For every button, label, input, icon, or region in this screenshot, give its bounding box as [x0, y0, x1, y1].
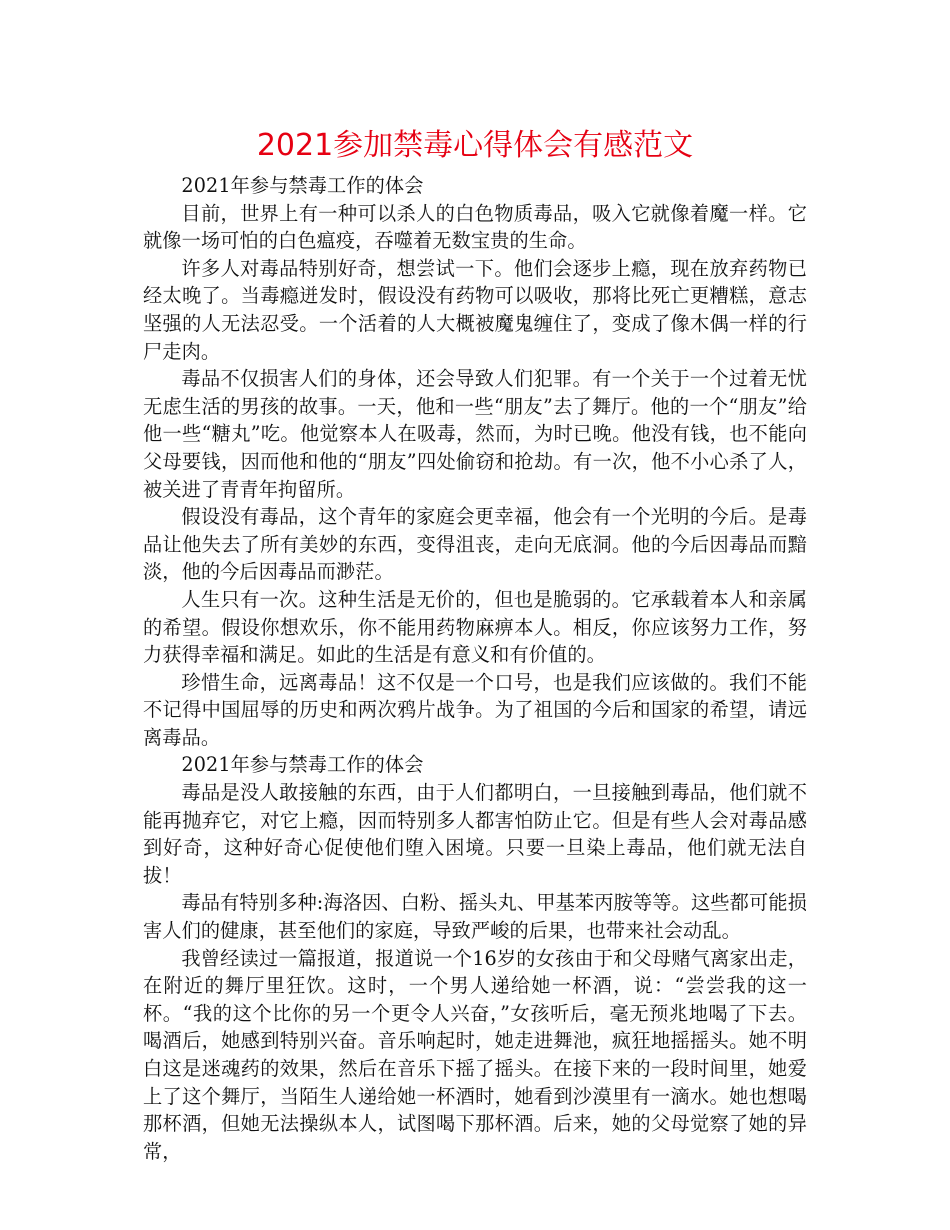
paragraph: 目前，世界上有一种可以杀人的白色物质毒品，吸入它就像着魔一样。它就像一场可怕的白色瘟疫，吞噬着无数宝贵的生命。: [143, 201, 807, 253]
paragraph: 我曾经读过一篇报道，报道说一个16岁的女孩由于和父母赌气离家出走，在附近的舞厅里狂饮。这时，一个男人递给她一杯酒，说：“尝尝我的这一杯。“我的这个比你的另一个更令人兴奋，”女孩听后，毫无预兆地喝了下去。喝酒后，她感到特别兴奋。音乐响起时，她走进舞池，疯狂地摇摇头。她不明白这是迷魂药的效果，然后在音乐下摇了摇头。在接下来的一段时间里，她爱上了这个舞厅，当陌生人递给她一杯酒时，她看到沙漠里有一滴水。她也想喝那杯酒，但她无法操纵本人，试图喝下那杯酒。后来，她的父母觉察了她的异常，: [143, 946, 807, 1163]
paragraph: 人生只有一次。这种生活是无价的，但也是脆弱的。它承载着本人和亲属的希望。假设你想欢乐，你不能用药物麻痹本人。相反，你应该努力工作，努力获得幸福和满足。如此的生活是有意义和有价值的。: [143, 587, 807, 667]
paragraph: 许多人对毒品特别好奇，想尝试一下。他们会逐步上瘾，现在放弃药物已经太晚了。当毒瘾迸发时，假设没有药物可以吸收，那将比死亡更糟糕，意志坚强的人无法忍受。一个活着的人大概被魔鬼缠住了，变成了像木偶一样的行尸走肉。: [143, 256, 807, 363]
paragraph: 假设没有毒品，这个青年的家庭会更幸福，他会有一个光明的今后。是毒品让他失去了所有美妙的东西，变得沮丧，走向无底洞。他的今后因毒品而黯淡，他的今后因毒品而渺茫。: [143, 505, 807, 584]
paragraph: 珍惜生命，远离毒品！这不仅是一个口号，也是我们应该做的。我们不能不记得中国屈辱的历史和两次鸦片战争。为了祖国的今后和国家的希望，请远离毒品。: [143, 670, 807, 749]
paragraph: 毒品是没人敢接触的东西，由于人们都明白，一旦接触到毒品，他们就不能再抛弃它，对它上瘾，因而特别多人都害怕防止它。但是有些人会对毒品感到好奇，这种好奇心促使他们堕入困境。只要一旦染上毒品，他们就无法自拔！: [143, 781, 807, 887]
document-title: 2021参加禁毒心得体会有感范文: [256, 128, 694, 163]
subheading-1: 2021年参与禁毒工作的体会: [181, 174, 424, 197]
document-body: [143, 172, 807, 1165]
paragraph: 毒品不仅损害人们的身体，还会导致人们犯罪。有一个关于一个过着无忧无虑生活的男孩的故事。一天，他和一些“朋友”去了舞厅。他的一个“朋友”给他一些“糖丸”吃。他觉察本人在吸毒，然而，为时已晚。他没有钱，也不能向父母要钱，因而他和他的“朋友”四处偷窃和抢劫。有一次，他不小心杀了人，被关进了青青年拘留所。: [143, 367, 807, 501]
paragraph: 毒品有特别多种:海洛因、白粉、摇头丸、甲基苯丙胺等等。这些都可能损害人们的健康，甚至他们的家庭，导致严峻的后果，也带来社会动乱。: [143, 891, 807, 943]
subheading-2: 2021年参与禁毒工作的体会: [181, 753, 424, 777]
